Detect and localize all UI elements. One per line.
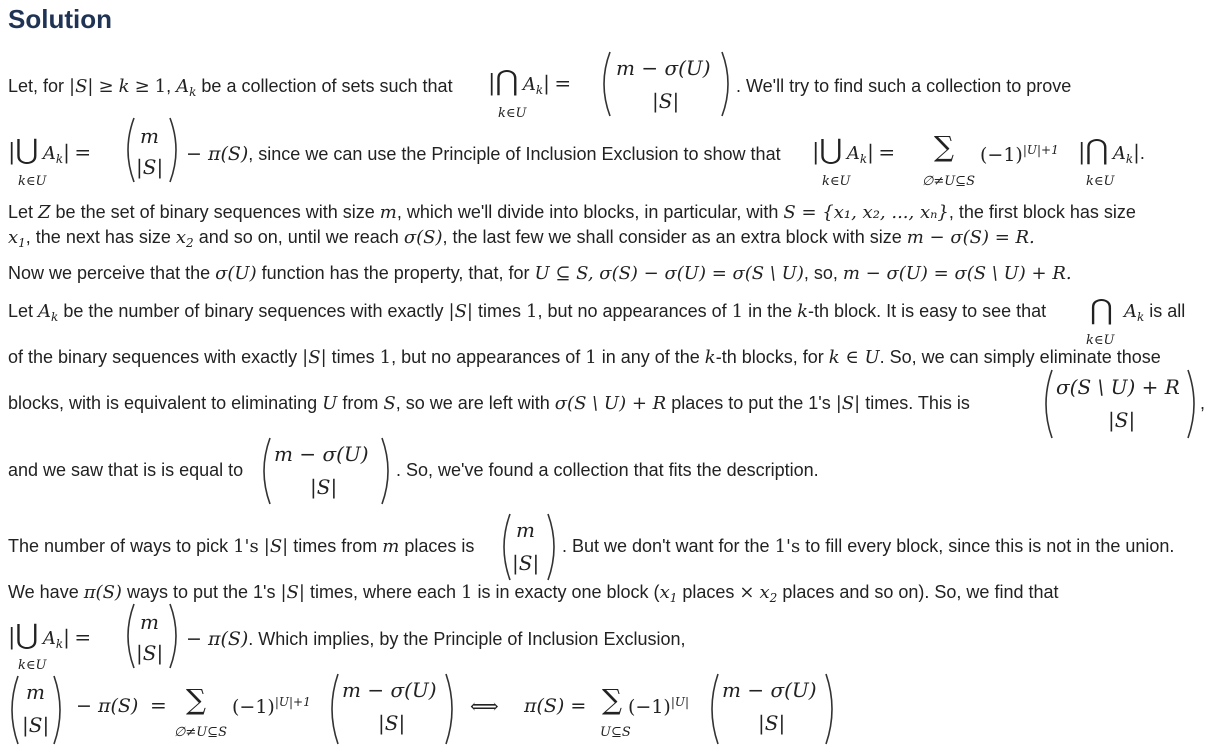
binom-bottom: |S| [1108, 408, 1136, 432]
paragraph-9-line: The number of ways to pick 1's |S| times from m places is [8, 536, 475, 557]
binom-bottom: |S| [512, 551, 540, 575]
binom-bottom: |S| [136, 155, 164, 179]
binom-bottom: |S| [378, 711, 406, 735]
paragraph-9-end: . But we don't want for the 1's to fill every block, since this is not in the union. [562, 536, 1175, 557]
paragraph-7-line: blocks, with is equivalent to eliminating U from S, so we are left with σ(S \ U) + R places to put the 1's |S| times. This is [8, 393, 970, 414]
binom-bottom: |S| [136, 641, 164, 665]
text: and we saw that is is equal to [8, 460, 244, 480]
sign-power: $(-1)^{|U|}$ [628, 695, 690, 718]
page-title: Solution [8, 4, 112, 34]
sum-symbol: ∑ [602, 683, 622, 716]
math-minus-pi: − π(S) [186, 143, 249, 165]
index-k-in-u: k∈U [498, 106, 527, 121]
sum-symbol: ∑ [186, 683, 206, 716]
binom-top: m [26, 680, 45, 704]
math-k: k [118, 76, 130, 97]
sum-index: ∅≠U⊆S [174, 725, 227, 740]
equals: = [150, 693, 167, 717]
union-expr-1: |⋃ $A_k|$ = [8, 133, 92, 166]
math-geq-2: ≥ [134, 76, 150, 97]
paragraph-11-line: − π(S). Which implies, by the Principle of Inclusion Exclusion, [186, 628, 686, 650]
paragraph-4-line: Now we perceive that the σ(U) function has the property, that, for U ⊆ S, σ(S) − σ(U) = σ(S \ U), so, m − σ(U) = σ(S \ U) + R. [8, 263, 1072, 284]
sign-power: $(-1)^{|U|+1}$ [980, 143, 1059, 166]
binom-bottom: |S| [22, 713, 50, 737]
paragraph-5-end: $A_k$ is all [1124, 301, 1186, 324]
binom-bottom: |S| [310, 475, 338, 499]
math-one: 1 [154, 76, 167, 97]
binom-top: m − σ(U) [722, 678, 817, 702]
paragraph-3-line-2: $x_1$, the next has size $x_2$ and so on, until we reach σ(S), the last few we shall consider as an extra block with size m − σ(S) = R. [8, 227, 1035, 250]
text: Let, for [8, 76, 70, 96]
intersection-expr-2: |⋂ $A_k|$. [1078, 133, 1145, 166]
binom-top: m [140, 124, 159, 148]
binom-top: m [140, 610, 159, 634]
sum-symbol: ∑ [934, 130, 954, 163]
paragraph-3-line-1: Let Z be the set of binary sequences with size m, which we'll divide into blocks, in particular, with S = {x₁, x₂, ..., xₙ}, the first block has size [8, 202, 1136, 223]
paragraph-1-line: Let, for |S| ≥ k ≥ 1, $A_k$ be a collection of sets such that [8, 76, 453, 99]
text: be a collection of sets such that [196, 76, 453, 96]
math-abs-s: |S| [69, 76, 94, 97]
iff-symbol: ⟺ [470, 694, 499, 718]
text: . We'll try to find such a collection to prove [736, 76, 1072, 96]
text: . So, we've found a collection that fits the description. [396, 460, 819, 480]
sum-index: ∅≠U⊆S [922, 174, 975, 189]
index-k-in-u: k∈U [1086, 333, 1115, 348]
binom-top: m − σ(U) [274, 442, 369, 466]
binom-bottom: |S| [758, 711, 786, 735]
minus-pi-s: − π(S) [76, 695, 139, 717]
paragraph-10-line: We have π(S) ways to put the 1's |S| times, where each 1 is in exacty one block ($x_1$ places × $x_2$ places and so on). So, we find that [8, 582, 1059, 605]
binom-top: m − σ(U) [616, 56, 711, 80]
intersection-expr-1: |⋂ $A_k|$ = [488, 64, 572, 97]
pi-s-equals: π(S) = [524, 695, 587, 717]
index-k-in-u: k∈U [822, 174, 851, 189]
union-expr-3: |⋃ $A_k|$ = [8, 618, 92, 651]
binom-top: σ(S \ U) + R [1056, 375, 1180, 399]
paragraph-5-line: Let $A_k$ be the number of binary sequences with exactly |S| times 1, but no appearances of 1 in the k-th block. It is easy to see that [8, 301, 1047, 324]
index-k-in-u: k∈U [18, 658, 47, 673]
binom-top: m [516, 518, 535, 542]
paragraph-2-line: − π(S), since we can use the Principle of Inclusion Exclusion to show that [186, 143, 781, 165]
math-geq: ≥ [98, 76, 114, 97]
intersection-symbol: ⋂ [1090, 293, 1113, 326]
paragraph-6-line: of the binary sequences with exactly |S| times 1, but no appearances of 1 in any of the k-th blocks, for k ∈ U. So, we can simply eliminate those [8, 347, 1161, 368]
sign-power: $(-1)^{|U|+1}$ [232, 695, 311, 718]
union-expr-2: |⋃ $A_k|$ = [812, 133, 896, 166]
index-k-in-u: k∈U [18, 174, 47, 189]
binom-top: m − σ(U) [342, 678, 437, 702]
math-ak: $A_k$ [176, 76, 197, 99]
sum-index: U⊆S [600, 725, 631, 740]
text: , [1200, 393, 1206, 413]
binom-bottom: |S| [652, 89, 680, 113]
index-k-in-u: k∈U [1086, 174, 1115, 189]
